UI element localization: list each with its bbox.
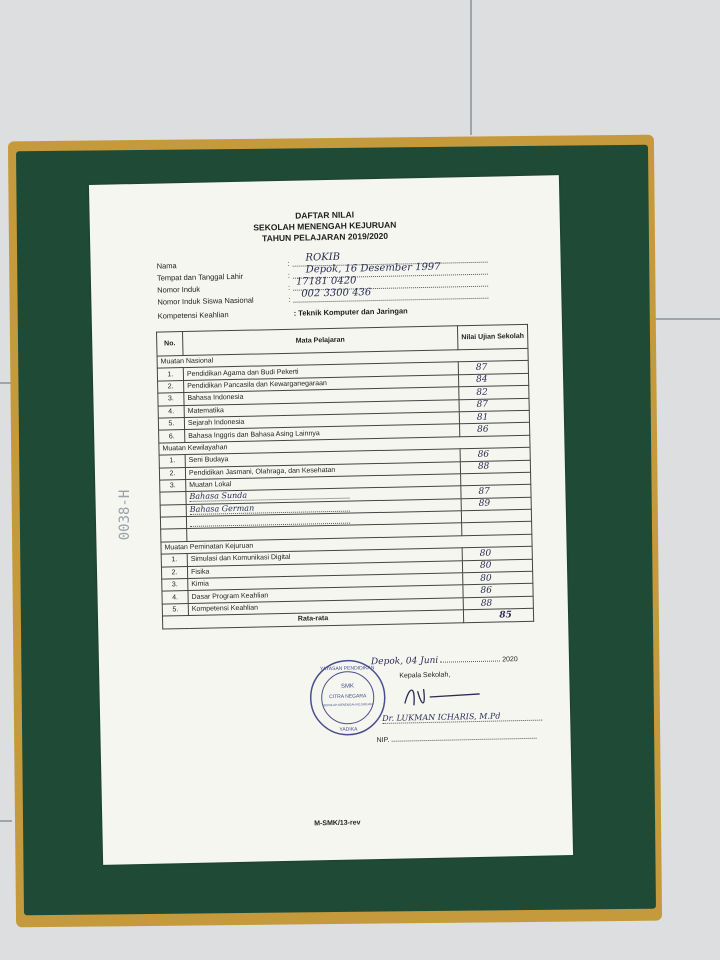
value-nama: ROKIB	[305, 251, 341, 264]
header-no: No.	[157, 332, 183, 357]
school-stamp	[307, 657, 389, 739]
principal-name: Dr. LUKMAN ICHARIS, M.Pd	[382, 711, 542, 724]
row-no: 1.	[157, 368, 183, 381]
signature-year: 2020	[502, 656, 518, 664]
colon: :	[288, 294, 291, 304]
label-kompetensi: Kompetensi Keahlian	[157, 310, 229, 321]
value-ttl: Depok, 16 Desember 1997	[305, 261, 441, 276]
row-subject: Fisika	[187, 560, 462, 578]
row-score: 84	[476, 375, 488, 386]
header-subject: Mata Pelajaran	[183, 326, 458, 356]
stamp-ring-text: YAYASAN PENDIDIKAN	[319, 665, 375, 673]
row-score: 80	[480, 573, 492, 584]
local-subject: Bahasa German	[189, 503, 255, 514]
row-score: 86	[477, 424, 489, 435]
signature-role: Kepala Sekolah,	[399, 671, 451, 680]
header-score: Nilai Ujian Sekolah	[457, 324, 527, 349]
row-subject: Bahasa Indonesia	[184, 387, 459, 405]
row-subject: Sejarah Indonesia	[184, 412, 459, 430]
row-subject: Dasar Program Keahlian	[188, 585, 463, 603]
row-subject: Pendidikan Pancasila dan Kewarganegaraan	[184, 375, 459, 393]
row-score: 80	[479, 548, 492, 559]
side-stamp	[116, 460, 142, 570]
nip-label: NIP.	[376, 736, 390, 745]
grade-sheet	[89, 175, 573, 865]
row-no: 1.	[159, 455, 185, 468]
row-no: 1.	[161, 554, 187, 567]
row-score: 80	[479, 560, 492, 572]
section-national: Muatan Nasional	[157, 348, 528, 368]
label-ttl: Tempat dan Tanggal Lahir	[156, 271, 244, 283]
academic-year: TAHUN PELAJARAN 2019/2020	[261, 230, 389, 244]
local-subject: Bahasa Sunda	[189, 491, 248, 502]
row-subject: Matematika	[184, 399, 459, 417]
row-score	[465, 512, 479, 522]
principal-nip	[376, 731, 536, 744]
colon: :	[287, 258, 290, 268]
value-induk: 17181 0420	[295, 275, 357, 288]
handwritten-signature	[399, 682, 490, 712]
row-no: 6.	[159, 430, 185, 443]
row-subject: Kompetensi Keahlian	[188, 598, 463, 616]
stamp-line1: SMK	[340, 683, 355, 690]
floor-grout	[470, 0, 472, 135]
row-no: 5.	[162, 603, 188, 616]
grades-table	[156, 324, 534, 629]
average-label: Rata-rata	[162, 610, 463, 629]
value-nisn: 002 3300 436	[301, 287, 372, 300]
place-date-handwritten: Depok, 04 Juni	[370, 655, 439, 668]
label-nisn: Nomor Induk Siswa Nasional	[157, 295, 254, 307]
row-subject: Simulasi dan Komunikasi Digital	[187, 548, 462, 566]
colon: :	[287, 270, 291, 280]
row-no: 4.	[162, 591, 188, 604]
row-no: 2.	[158, 380, 184, 393]
school-name: SEKOLAH MENENGAH KEJURUAN	[253, 219, 397, 233]
row-score: 88	[480, 598, 493, 609]
row-subject: Muatan Lokal	[186, 474, 461, 492]
row-no: 3.	[160, 479, 186, 492]
average-score: 85	[499, 610, 512, 621]
row-score: 81	[476, 412, 489, 423]
label-nama: Nama	[156, 261, 177, 271]
colon: :	[288, 282, 291, 292]
row-no: 2.	[159, 467, 185, 480]
row-score: 88	[477, 461, 490, 473]
row-subject: Pendidikan Jasmani, Olahraga, dan Kesehatan	[185, 461, 460, 479]
row-no: 4.	[158, 405, 184, 418]
row-score	[464, 475, 478, 485]
row-no: 5.	[158, 418, 184, 431]
row-no: 2.	[161, 566, 187, 579]
row-no: 3.	[162, 579, 188, 592]
signature-place-date	[371, 654, 518, 667]
row-score: 86	[480, 585, 493, 596]
row-score: 82	[476, 387, 488, 398]
row-subject: Bahasa Inggris dan Bahasa Asing Lainnya	[185, 424, 460, 442]
side-stamp-text: 0038-H	[117, 489, 133, 541]
stamp-line2: CITRA NEGARA	[329, 693, 367, 701]
row-score: 87	[475, 362, 488, 374]
row-subject: Seni Budaya	[185, 449, 460, 467]
value-kompetensi: : Teknik Komputer dan Jaringan	[293, 306, 408, 318]
section-regional: Muatan Kewilayahan	[159, 435, 530, 455]
row-score: 87	[476, 399, 489, 411]
row-score: 87	[478, 486, 490, 497]
row-subject: Kimia	[188, 573, 463, 591]
row-score: 89	[478, 499, 491, 510]
document-title: DAFTAR NILAI	[295, 209, 355, 221]
stamp-bottom: YADIKA	[339, 726, 358, 733]
stamp-line3: SEKOLAH MENENGAH KEJURUAN	[323, 702, 373, 708]
section-peminatan: Muatan Peminatan Kejuruan	[161, 534, 532, 554]
row-score: 86	[477, 449, 490, 460]
floor-grout	[0, 820, 12, 822]
label-induk: Nomor Induk	[157, 284, 201, 295]
form-code: M-SMK/13-rev	[314, 819, 361, 828]
row-subject: Pendidikan Agama dan Budi Pekerti	[183, 362, 458, 380]
row-no: 3.	[158, 393, 184, 406]
